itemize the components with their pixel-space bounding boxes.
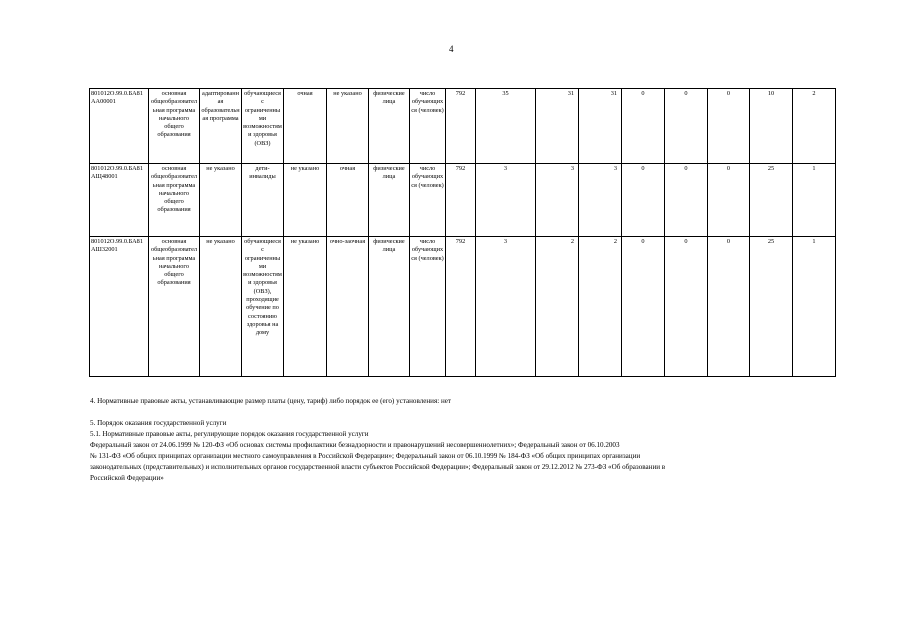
value-cell: 0 [622,89,665,164]
value-cell: 25 [750,164,793,237]
table-cell: основная общеобразовательная программа начального общего образования [149,164,200,237]
table-cell: не указано [284,164,327,237]
table-cell: обучающиеся с ограниченными возможностями здоровья (ОВЗ), проходящие обучение по состоянию здоровья на дому [242,237,284,377]
notes-section [90,396,820,484]
procedure-heading: 5. Порядок оказания государственной услуги [90,419,227,427]
value-cell: 31 [536,89,579,164]
value-cell: 25 [750,237,793,377]
table-cell: очная [284,89,327,164]
table-cell: 792 [446,237,476,377]
value-cell: 0 [622,237,665,377]
registry-code-cell: 801012О.99.0.БА81АЩ48001 [90,164,149,237]
table-cell: число обучающихся (человек) [410,237,446,377]
registry-code-cell: 801012О.99.0.БА81АШ32001 [90,237,149,377]
table-cell: число обучающихся (человек) [410,164,446,237]
value-cell: 0 [708,89,750,164]
laws-line: Федеральный закон от 24.06.1999 № 120-ФЗ «Об основах системы профилактики безнадзорности и правонарушений несовершеннолетних»; Федеральный закон от 06.10.2003 [90,441,620,449]
table-cell: 792 [446,164,476,237]
value-cell: 31 [579,89,622,164]
value-cell: 0 [665,89,708,164]
table-cell: 792 [446,89,476,164]
table-row [90,164,836,237]
registry-code-cell: 801012О.99.0.БА81АА00001 [90,89,149,164]
fee-acts-paragraph: 4. Нормативные правовые акты, устанавливающие размер платы (цену, тариф) либо порядок ее (его) установления: нет [90,397,452,405]
value-cell: 0 [708,164,750,237]
page-number: 4 [449,44,454,54]
value-cell: 3 [579,164,622,237]
table-cell: не указано [284,237,327,377]
value-cell: 0 [622,164,665,237]
table-cell: не указано [200,237,242,377]
value-cell: 0 [665,237,708,377]
value-cell: 10 [750,89,793,164]
value-cell: 3 [476,164,536,237]
value-cell: 1 [793,237,836,377]
table-cell: очная [327,164,369,237]
regulations-heading: 5.1. Нормативные правовые акты, регулирующие порядок оказания государственной услуги [90,430,369,438]
table-cell: дети-инвалиды [242,164,284,237]
laws-line: законодательных (представительных) и исполнительных органов государственной власти субъектов Российской Федерации»; Федеральный закон от 29.12.2012 № 273-ФЗ «Об образовании в [90,463,666,471]
table-cell: не указано [200,164,242,237]
table-cell: физические лица [369,89,410,164]
value-cell: 35 [476,89,536,164]
table-cell: очно-заочная [327,237,369,377]
table-cell: обучающиеся с ограниченными возможностями здоровья (ОВЗ) [242,89,284,164]
value-cell: 3 [536,164,579,237]
laws-line: № 131-ФЗ «Об общих принципах организации местного самоуправления в Российской Федерации»; Федеральный закон от 06.10.1999 № 184-ФЗ «Об общих принципах организации [90,452,641,460]
table-cell: основная общеобразовательная программа начального общего образования [149,89,200,164]
value-cell: 0 [665,164,708,237]
table-cell: адаптированная образовательная программа [200,89,242,164]
laws-line: Российской Федерации» [90,474,164,482]
table-cell: физические лица [369,237,410,377]
table-cell: основная общеобразовательная программа начального общего образования [149,237,200,377]
table-row [90,89,836,164]
value-cell: 1 [793,164,836,237]
table-cell: число обучающихся (человек) [410,89,446,164]
value-cell: 3 [476,237,536,377]
value-cell: 2 [793,89,836,164]
table-row [90,237,836,377]
value-cell: 2 [579,237,622,377]
value-cell: 0 [708,237,750,377]
value-cell: 2 [536,237,579,377]
table-cell: физические лица [369,164,410,237]
table-cell: не указано [327,89,369,164]
service-volume-table [89,88,836,377]
